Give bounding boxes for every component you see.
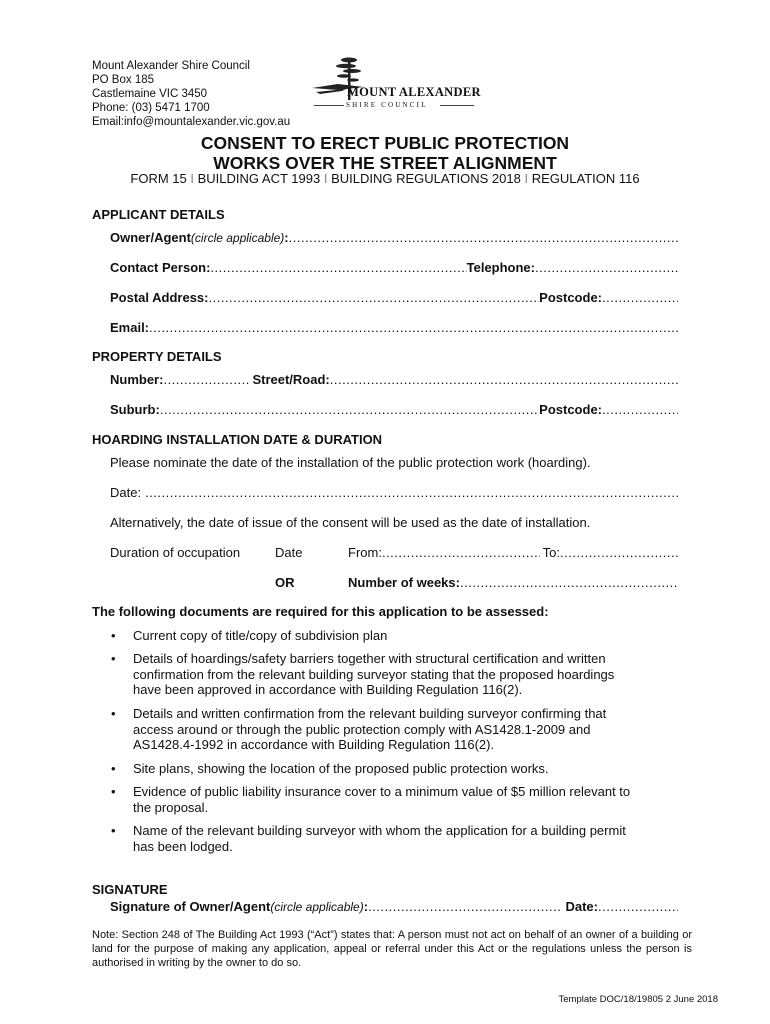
list-item [111, 761, 688, 777]
street-road-line[interactable] [330, 372, 678, 387]
list-item-line: has been lodged. [133, 838, 233, 854]
list-item [111, 628, 688, 644]
weeks-label: Number of weeks: [348, 575, 460, 590]
address-line: Castlemaine VIC 3450 [92, 88, 208, 100]
list-item-line: AS1428.4-1992 in accordance with Building Regulation 116(2). [133, 737, 495, 752]
list-item [111, 823, 688, 854]
list-item [111, 651, 688, 698]
property-postcode-line[interactable] [602, 402, 678, 417]
date-word: Date [275, 545, 303, 560]
logo-subtitle: SHIRE COUNCIL [346, 101, 428, 109]
address-line: Email:info@mountalexander.vic.gov.au [92, 116, 291, 128]
telephone-line[interactable] [535, 260, 678, 275]
email-row [110, 320, 678, 336]
number-label: Number: [110, 372, 164, 387]
duration-label: Duration of occupation [110, 545, 241, 560]
owner-agent-hint: (circle applicable) [190, 231, 285, 245]
number-street-row [110, 372, 678, 388]
address-line: PO Box 185 [92, 74, 155, 86]
applicant-heading: APPLICANT DETAILS [92, 207, 225, 222]
template-reference: Template DOC/18/19805 2 June 2018 [558, 994, 718, 1005]
alternative-note: Alternatively, the date of issue of the consent will be used as the date of installation. [110, 515, 591, 530]
email-line[interactable] [149, 320, 678, 335]
street-road-label: Street/Road: [252, 372, 330, 387]
subtitle-part: BUILDING ACT 1993 [197, 171, 321, 186]
duration-row [110, 545, 678, 561]
form-title-line1: CONSENT TO ERECT PUBLIC PROTECTION [200, 133, 570, 153]
signature-label: Signature of Owner/Agent [110, 899, 271, 914]
to-line[interactable] [560, 545, 678, 560]
subtitle-part: BUILDING REGULATIONS 2018 [331, 171, 521, 186]
postal-address-label: Postal Address: [110, 290, 209, 305]
install-date-row [110, 485, 678, 501]
subtitle-separator: I [190, 171, 194, 186]
bullet-icon: • [111, 706, 116, 721]
owner-agent-field[interactable] [110, 230, 678, 246]
signature-line[interactable] [368, 899, 562, 914]
owner-agent-label: Owner/Agent [110, 230, 191, 245]
list-item [111, 706, 688, 753]
hoarding-heading: HOARDING INSTALLATION DATE & DURATION [92, 432, 383, 447]
signature-colon: : [363, 899, 369, 914]
hoarding-instruction: Please nominate the date of the installation of the public protection work (hoarding). [110, 455, 591, 470]
signature-row [110, 899, 678, 915]
address-line: Phone: (03) 5471 1700 [92, 102, 210, 114]
to-label: To: [542, 545, 560, 560]
number-line[interactable] [163, 372, 249, 387]
list-item-line: access around or through the public protection comply with AS1428.1-2009 and [133, 721, 591, 737]
contact-row [110, 260, 678, 276]
requirements-heading: The following documents are required for this application to be assessed: [92, 604, 549, 619]
council-logo [308, 54, 483, 116]
or-label: OR [275, 575, 295, 590]
suburb-line[interactable] [160, 402, 539, 417]
install-date-line[interactable] [145, 485, 678, 500]
suburb-label: Suburb: [110, 402, 160, 417]
list-item-line: confirmation from the relevant building surveyor stating that the proposed hoardings [133, 666, 615, 682]
list-item-line: have been approved in accordance with Building Regulation 116(2). [133, 682, 523, 697]
legal-note: Note: Section 248 of The Building Act 1993 (“Act”) states that: A person must not act on behalf of an owner of a building or land for the purpose of making any application, appeal or referral under this Act or the regulations unless the person is authorised in writing by the owner to do so. [92, 929, 692, 969]
list-item-line: Details and written confirmation from the relevant building surveyor confirming that [133, 706, 607, 721]
postcode-line[interactable] [602, 290, 678, 305]
list-item-line: Site plans, showing the location of the proposed public protection works. [133, 761, 549, 776]
property-postcode-label: Postcode: [539, 402, 602, 417]
signature-hint: (circle applicable) [270, 900, 364, 914]
install-date-label: Date: [110, 485, 142, 500]
email-label: Email: [110, 320, 150, 335]
weeks-line[interactable] [460, 575, 678, 590]
contact-person-line[interactable] [210, 260, 466, 275]
owner-agent-line[interactable] [289, 230, 678, 245]
contact-person-label: Contact Person: [110, 260, 211, 275]
subtitle-separator: I [524, 171, 529, 186]
weeks-row [110, 575, 678, 591]
subtitle-part: REGULATION 116 [531, 171, 640, 186]
signature-date-label: Date: [565, 899, 598, 914]
postcode-label: Postcode: [539, 290, 602, 305]
subtitle-part: FORM 15 [130, 171, 187, 186]
postal-row [110, 290, 678, 306]
bullet-icon: • [111, 761, 116, 776]
subtitle-separator: I [323, 171, 328, 186]
address-line: Mount Alexander Shire Council [92, 60, 250, 72]
list-item-line: Details of hoardings/safety barriers together with structural certification and written [133, 651, 606, 666]
bullet-icon: • [111, 784, 116, 799]
from-label: From: [348, 545, 382, 560]
suburb-row [110, 402, 678, 418]
bullet-icon: • [111, 628, 116, 643]
property-heading: PROPERTY DETAILS [92, 349, 222, 364]
signature-heading: SIGNATURE [92, 882, 168, 897]
logo-name: MOUNT ALEXANDER [347, 85, 481, 99]
bullet-icon: • [111, 651, 116, 666]
bullet-icon: • [111, 823, 116, 838]
telephone-label: Telephone: [466, 260, 535, 275]
from-line[interactable] [382, 545, 540, 560]
list-item-line: Name of the relevant building surveyor with whom the application for a building permit [133, 823, 626, 838]
council-address [92, 59, 290, 129]
signature-date-line[interactable] [598, 899, 678, 914]
form-subtitle [0, 171, 770, 186]
list-item-line: Evidence of public liability insurance cover to a minimum value of $5 million relevant to [133, 784, 631, 799]
list-item-line: the proposal. [133, 799, 209, 815]
postal-address-line[interactable] [209, 290, 540, 305]
logo-rule [314, 105, 344, 106]
owner-agent-colon: : [284, 230, 289, 245]
form-title-line2: WORKS OVER THE STREET ALIGNMENT [213, 153, 557, 173]
list-item [111, 784, 688, 815]
logo-rule [440, 105, 474, 106]
list-item-line: Current copy of title/copy of subdivision plan [133, 628, 388, 643]
